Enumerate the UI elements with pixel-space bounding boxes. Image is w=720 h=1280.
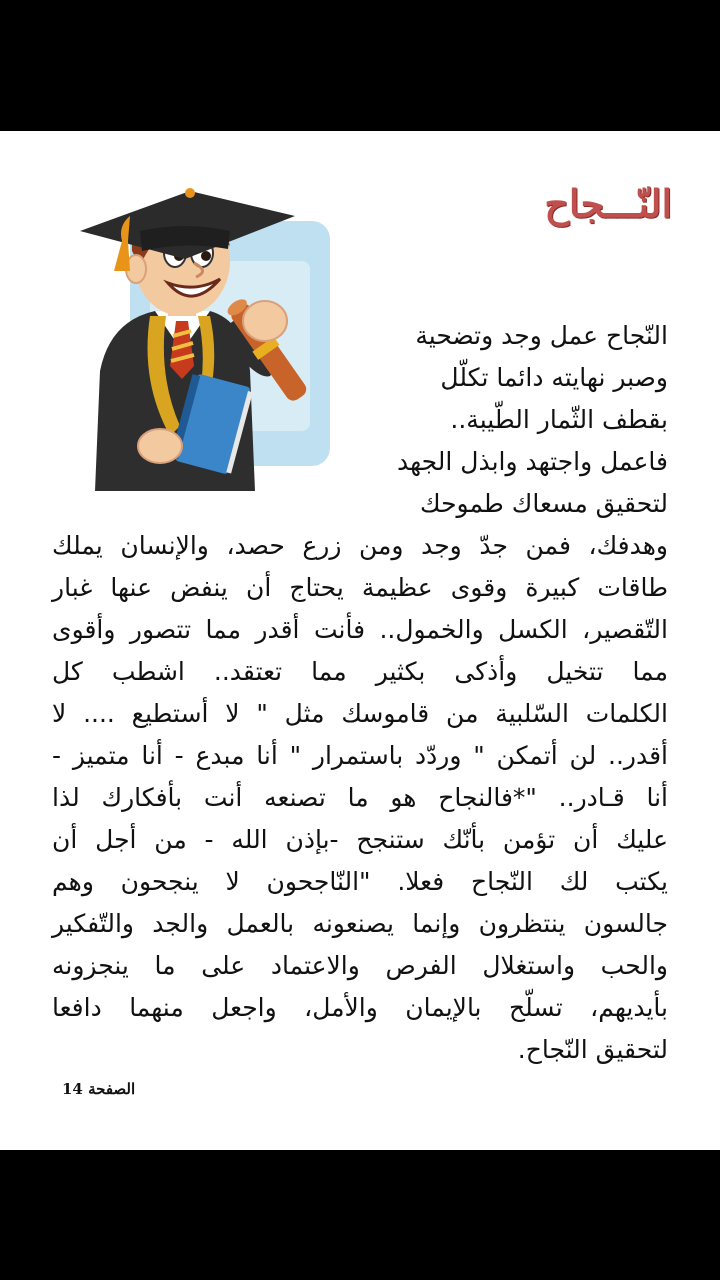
text-line: لتحقيق مسعاك طموحك <box>420 489 668 518</box>
text-line: يكتب لك النّجاح فعلا. "النّاجحون لا ينجحون وهم <box>52 867 668 896</box>
text-line: بأيديهم، تسلّح بالإيمان والأمل، واجعل منهما دافعا <box>52 993 668 1022</box>
text-line: مما تتخيل وأذكى بكثير مما تعتقد.. اشطب كل <box>52 657 668 686</box>
text-line: أنا قـادر.. "*فالنجاح هو ما تصنعه أنت بأفكارك لذا <box>52 783 668 812</box>
text-line: جالسون ينتظرون وإنما يصنعونه بالعمل والجد والتّفكير <box>52 909 668 938</box>
hand <box>138 429 182 463</box>
text-line: التّقصير، الكسل والخمول.. فأنت أقدر مما تتصور وأقوى <box>52 615 668 644</box>
text-line: النّجاح عمل وجد وتضحية <box>415 321 668 350</box>
fist <box>243 301 287 341</box>
graduate-illustration <box>70 171 340 516</box>
text-line: والحب واستغلال الفرص والاعتماد على ما ينجزونه <box>52 951 668 980</box>
text-line: لتحقيق النّجاح. <box>517 1035 668 1064</box>
page-label: الصفحة <box>88 1080 136 1098</box>
body-paragraph <box>52 525 668 1071</box>
text-line: الكلمات السّلبية من قاموسك مثل " لا أستطيع .... لا <box>52 699 668 728</box>
text-line: طاقات كبيرة وقوى عظيمة يحتاج أن ينفض عنها غبار <box>52 573 668 602</box>
page-title: النّـــجاح <box>544 181 672 226</box>
intro-lines <box>397 315 668 525</box>
text-line: فاعمل واجتهد وابذل الجهد <box>397 447 668 476</box>
text-line: وصبر نهايته دائما تكلّل <box>440 363 668 392</box>
text-line: وهدفك، فمن جدّ وجد ومن زرع حصد، والإنسان يملك <box>52 531 668 560</box>
text-line: بقطف الثّمار الطّيبة.. <box>450 405 668 434</box>
page-number-value: 14 <box>62 1080 83 1098</box>
book-page <box>0 131 720 1150</box>
text-line: أقدر.. لن أتمكن " وردّد باستمرار " أنا مبدع - أنا متميز - <box>52 741 668 770</box>
text-line: عليك أن تؤمن بأنّك ستنجح -بإذن الله - من أجل أن <box>52 825 668 854</box>
page-number <box>62 1080 135 1098</box>
